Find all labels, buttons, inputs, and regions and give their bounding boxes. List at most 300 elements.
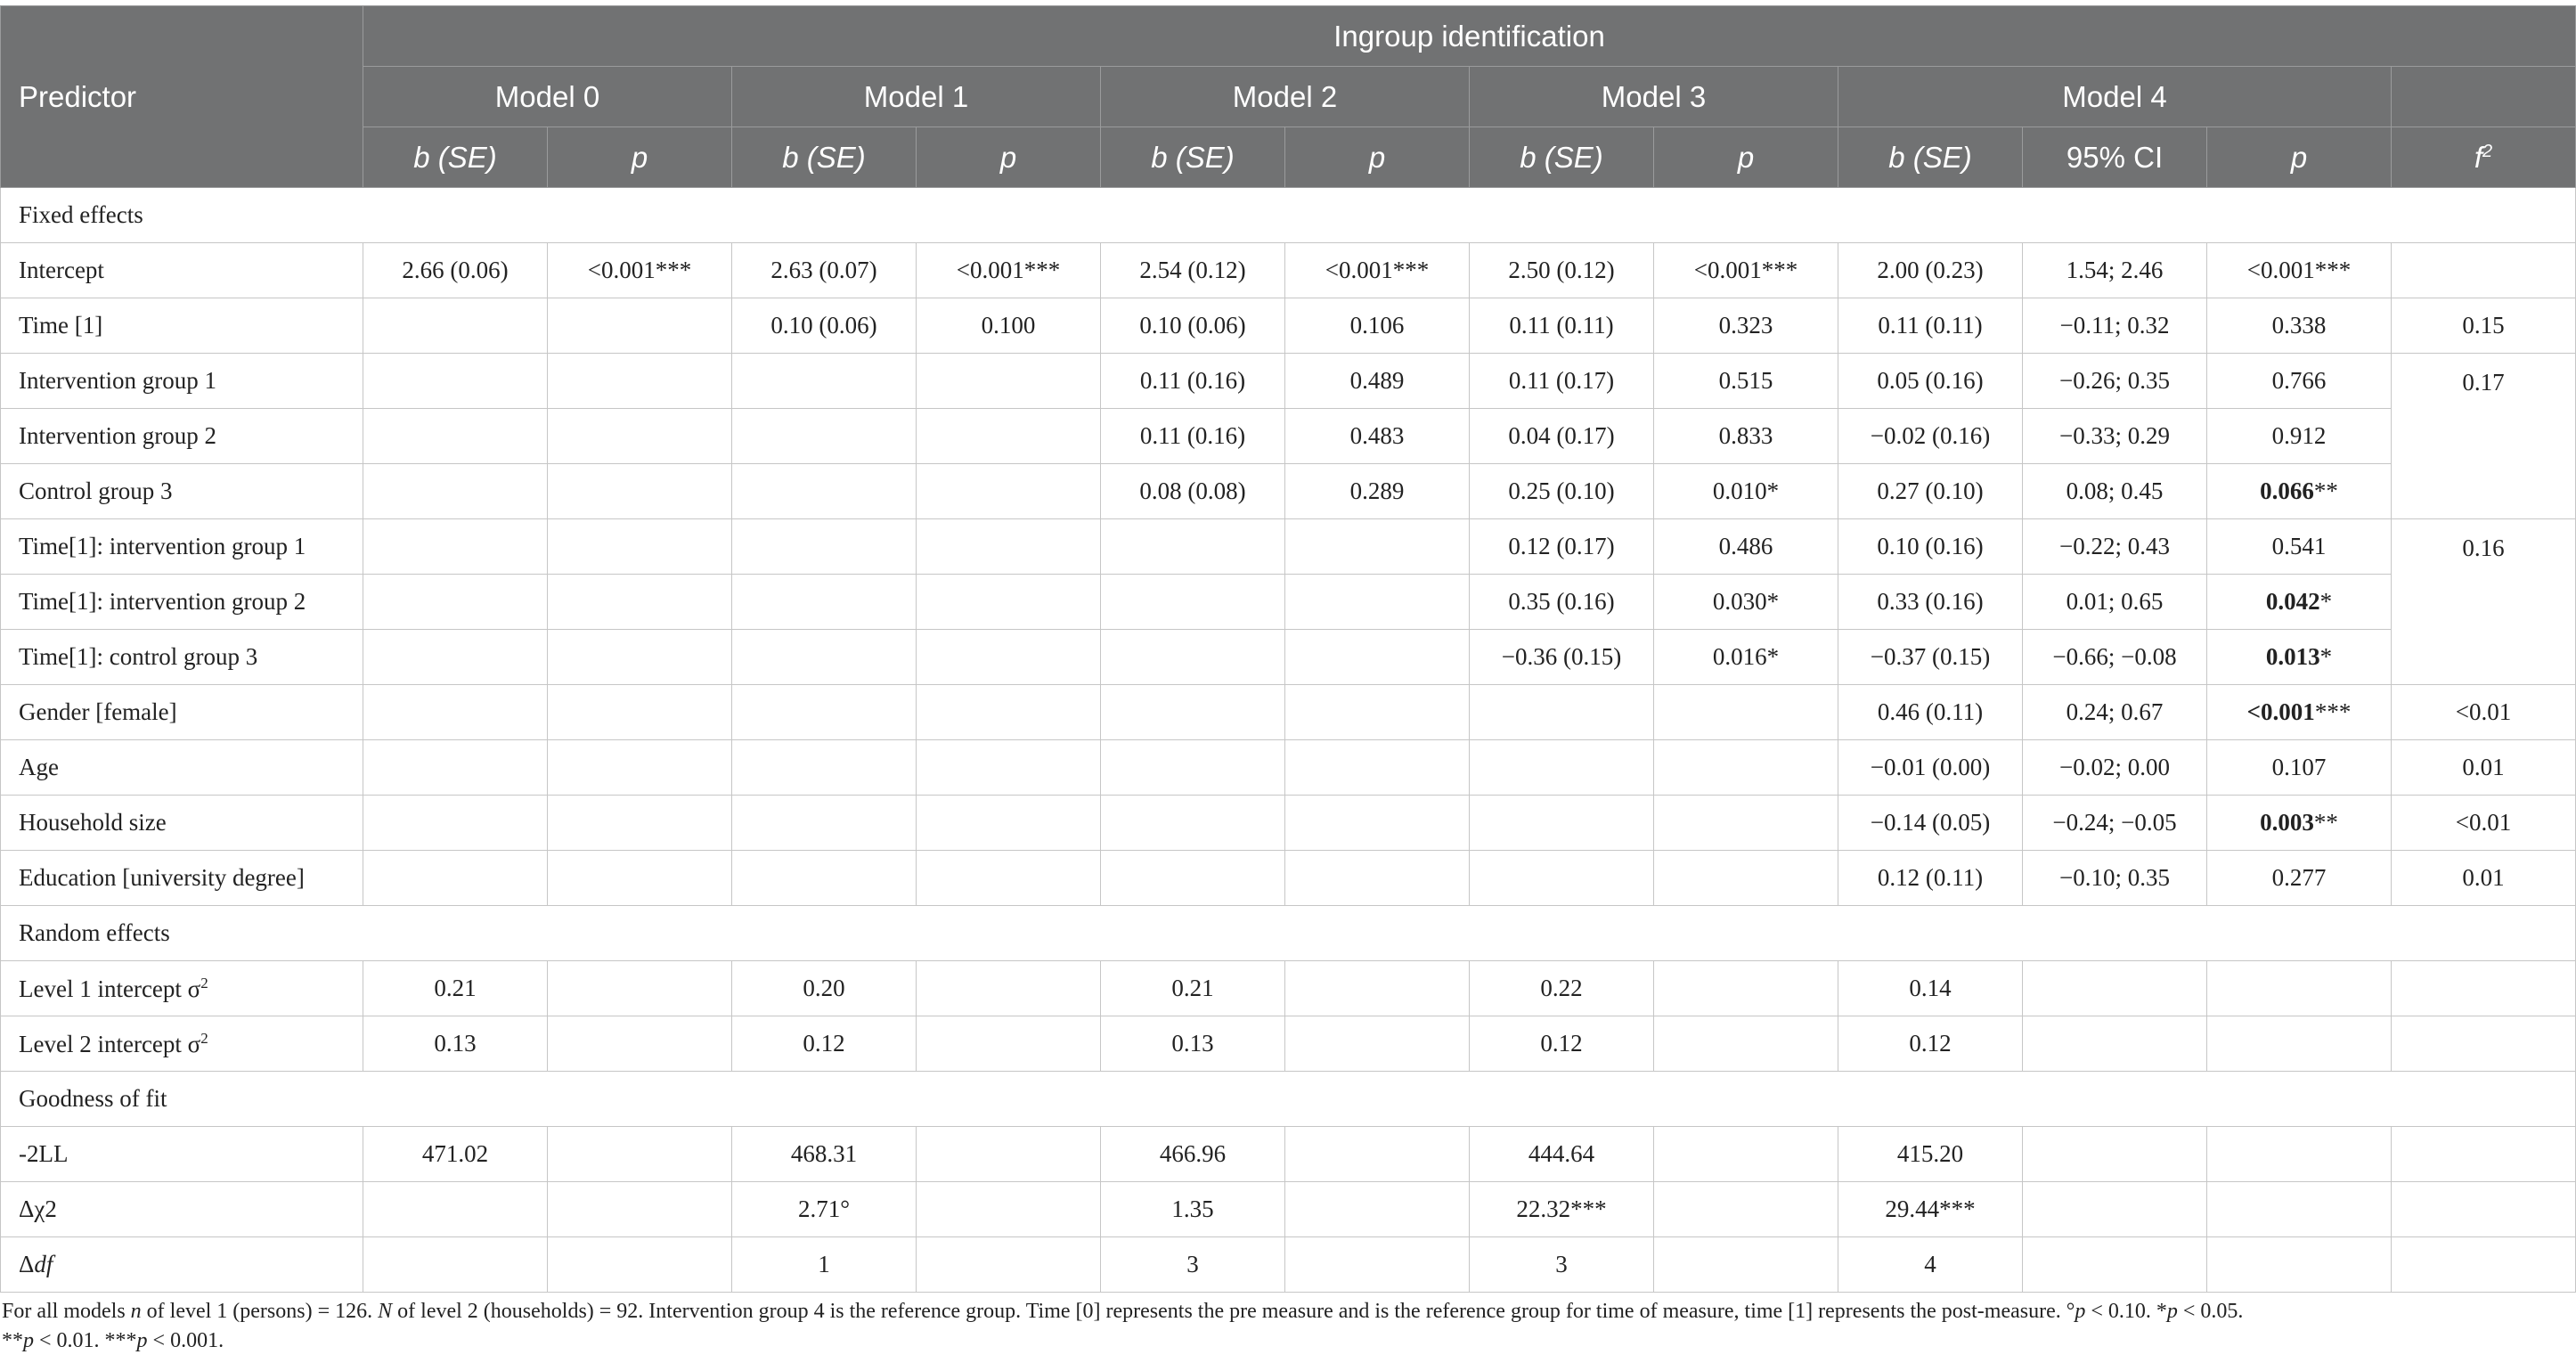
p-value: 0.912	[2271, 422, 2327, 449]
cell	[1101, 519, 1285, 575]
cell	[2392, 961, 2576, 1016]
cell	[1654, 685, 1838, 740]
cell: 0.20	[732, 961, 917, 1016]
cell	[1285, 575, 1470, 630]
cell: 0.13	[1101, 1016, 1285, 1072]
ingroup-identification-header: Ingroup identification	[363, 6, 2576, 67]
cell	[1285, 1127, 1470, 1182]
cell: −0.66; −0.08	[2023, 630, 2207, 685]
note-text: < 0.001.	[147, 1329, 224, 1352]
note-italic: p	[2075, 1300, 2086, 1323]
cell: 3	[1470, 1237, 1654, 1293]
predictor-header: Predictor	[1, 6, 363, 188]
note-italic: n	[130, 1300, 142, 1323]
cell	[1101, 851, 1285, 906]
cell: 0.22	[1470, 961, 1654, 1016]
cell: 0.11 (0.16)	[1101, 409, 1285, 464]
cell	[732, 685, 917, 740]
cell	[2207, 243, 2392, 298]
random-effects-heading: Random effects	[1, 906, 2576, 961]
cell	[1470, 740, 1654, 796]
cell: 0.12 (0.11)	[1838, 851, 2023, 906]
cell	[2207, 796, 2392, 851]
cell: −0.02; 0.00	[2023, 740, 2207, 796]
cell	[2023, 1237, 2207, 1293]
m1-bse-header: b (SE)	[732, 127, 917, 188]
cell	[548, 796, 732, 851]
cell	[363, 575, 548, 630]
cell	[1285, 1016, 1470, 1072]
cell	[917, 1016, 1101, 1072]
cell	[548, 630, 732, 685]
cell: 3	[1101, 1237, 1285, 1293]
row-label: -2LL	[1, 1127, 363, 1182]
cell	[732, 796, 917, 851]
cell	[1654, 740, 1838, 796]
m1-p-header: p	[917, 127, 1101, 188]
cell: 0.11 (0.11)	[1470, 298, 1654, 354]
cell: 0.489	[1285, 354, 1470, 409]
p-value: 0.766	[2271, 367, 2327, 394]
p-stars: *	[2319, 643, 2333, 670]
cell	[917, 464, 1101, 519]
cell	[363, 409, 548, 464]
table-footnote	[2, 1297, 2567, 1356]
cell	[548, 685, 732, 740]
cell	[732, 630, 917, 685]
p-value-bold: 0.003	[2260, 809, 2314, 836]
note-text: For all models	[2, 1300, 131, 1323]
section-row	[1, 1072, 2576, 1127]
cell	[548, 1127, 732, 1182]
cell	[2207, 409, 2392, 464]
row-label: Intervention group 1	[1, 354, 363, 409]
row-label-italic: df	[34, 1251, 53, 1277]
cell: 0.05 (0.16)	[1838, 354, 2023, 409]
cell: <0.001***	[1654, 243, 1838, 298]
p-value: 0.541	[2271, 533, 2327, 559]
fixed-effects-heading: Fixed effects	[1, 188, 2576, 243]
row-label: Δχ2	[1, 1182, 363, 1237]
cell	[1654, 961, 1838, 1016]
note-text: of level 1 (persons) = 126.	[141, 1300, 379, 1323]
cell: 0.486	[1654, 519, 1838, 575]
p-stars: ***	[2314, 698, 2352, 725]
table-row	[1, 1237, 2576, 1293]
cell	[548, 961, 732, 1016]
cell: 0.010*	[1654, 464, 1838, 519]
cell	[2392, 1127, 2576, 1182]
cell	[732, 409, 917, 464]
cell: 2.71°	[732, 1182, 917, 1237]
cell	[1654, 851, 1838, 906]
row-label	[1, 1016, 363, 1072]
table-row	[1, 1016, 2576, 1072]
m3-p-header: p	[1654, 127, 1838, 188]
cell: 0.515	[1654, 354, 1838, 409]
cell	[363, 740, 548, 796]
table-row	[1, 243, 2576, 298]
note-italic: N	[378, 1300, 393, 1323]
table-row	[1, 519, 2576, 575]
cell: 0.24; 0.67	[2023, 685, 2207, 740]
cell: 0.13	[363, 1016, 548, 1072]
cell	[2207, 1016, 2392, 1072]
cell	[917, 740, 1101, 796]
cell	[548, 575, 732, 630]
cell: 0.27 (0.10)	[1838, 464, 2023, 519]
cell: 0.106	[1285, 298, 1470, 354]
cell: 471.02	[363, 1127, 548, 1182]
f2-cell: 0.01	[2392, 740, 2576, 796]
cell	[2207, 519, 2392, 575]
cell: 444.64	[1470, 1127, 1654, 1182]
cell	[732, 740, 917, 796]
cell	[2023, 1182, 2207, 1237]
m2-p-header: p	[1285, 127, 1470, 188]
cell: 4	[1838, 1237, 2023, 1293]
note-italic: p	[2166, 1300, 2178, 1323]
cell: −0.33; 0.29	[2023, 409, 2207, 464]
cell: 0.12	[732, 1016, 917, 1072]
cell	[363, 464, 548, 519]
cell: −0.26; 0.35	[2023, 354, 2207, 409]
cell	[2207, 685, 2392, 740]
row-label: Household size	[1, 796, 363, 851]
cell	[548, 464, 732, 519]
cell: −0.01 (0.00)	[1838, 740, 2023, 796]
cell	[363, 796, 548, 851]
row-label-text: Level 1 intercept σ	[19, 975, 201, 1002]
row-label-text: Level 2 intercept σ	[19, 1030, 201, 1057]
empty-header-cell	[2392, 67, 2576, 127]
cell: 0.08 (0.08)	[1101, 464, 1285, 519]
f2-base: f	[2474, 140, 2483, 174]
cell	[548, 1016, 732, 1072]
cell: 0.030*	[1654, 575, 1838, 630]
cell	[1654, 1237, 1838, 1293]
cell: 1.35	[1101, 1182, 1285, 1237]
cell	[548, 740, 732, 796]
cell	[2392, 1182, 2576, 1237]
p-value-bold: 0.013	[2265, 643, 2320, 670]
cell	[548, 519, 732, 575]
cell	[732, 851, 917, 906]
cell: −0.36 (0.15)	[1470, 630, 1654, 685]
note-text: < 0.05.	[2177, 1300, 2244, 1323]
cell	[1285, 961, 1470, 1016]
cell	[363, 298, 548, 354]
cell: 0.46 (0.11)	[1838, 685, 2023, 740]
cell: −0.02 (0.16)	[1838, 409, 2023, 464]
cell	[363, 1182, 548, 1237]
cell: 0.12	[1838, 1016, 2023, 1072]
f2-cell	[2392, 243, 2576, 298]
cell	[363, 519, 548, 575]
cell: 0.14	[1838, 961, 2023, 1016]
cell	[1470, 851, 1654, 906]
cell	[2392, 1237, 2576, 1293]
cell: 0.12 (0.17)	[1470, 519, 1654, 575]
cell	[1285, 851, 1470, 906]
p-value: <0.001***	[2246, 257, 2352, 283]
cell	[363, 630, 548, 685]
cell	[917, 961, 1101, 1016]
cell: −0.22; 0.43	[2023, 519, 2207, 575]
cell: <0.001***	[548, 243, 732, 298]
cell: −0.11; 0.32	[2023, 298, 2207, 354]
f2-cell: 0.01	[2392, 851, 2576, 906]
f2-cell: 0.16	[2392, 519, 2576, 685]
f2-sup: 2	[2482, 141, 2493, 161]
cell: 0.25 (0.10)	[1470, 464, 1654, 519]
cell: 0.04 (0.17)	[1470, 409, 1654, 464]
p-value-bold: 0.066	[2260, 477, 2314, 504]
row-label: Control group 3	[1, 464, 363, 519]
cell	[2207, 1182, 2392, 1237]
cell: 0.12	[1470, 1016, 1654, 1072]
row-label: Age	[1, 740, 363, 796]
section-row	[1, 188, 2576, 243]
m3-bse-header: b (SE)	[1470, 127, 1654, 188]
cell	[1654, 1182, 1838, 1237]
cell: 2.50 (0.12)	[1470, 243, 1654, 298]
cell	[917, 519, 1101, 575]
f2-header	[2392, 127, 2576, 188]
cell	[363, 685, 548, 740]
cell: 415.20	[1838, 1127, 2023, 1182]
cell: 0.21	[1101, 961, 1285, 1016]
cell: 22.32***	[1470, 1182, 1654, 1237]
cell	[548, 1182, 732, 1237]
cell	[917, 1127, 1101, 1182]
model-1-header: Model 1	[732, 67, 1101, 127]
cell	[363, 851, 548, 906]
cell	[917, 1182, 1101, 1237]
p-value: 0.107	[2271, 754, 2327, 780]
cell: 0.10 (0.06)	[732, 298, 917, 354]
p-value-bold: <0.001	[2246, 698, 2315, 725]
m4-bse-header: b (SE)	[1838, 127, 2023, 188]
cell: 0.11 (0.11)	[1838, 298, 2023, 354]
table-row	[1, 1127, 2576, 1182]
cell: 0.01; 0.65	[2023, 575, 2207, 630]
cell: 0.323	[1654, 298, 1838, 354]
cell	[2023, 1127, 2207, 1182]
table-header	[1, 6, 2576, 188]
cell	[1654, 1127, 1838, 1182]
section-row	[1, 906, 2576, 961]
cell: −0.37 (0.15)	[1838, 630, 2023, 685]
cell	[2207, 630, 2392, 685]
cell	[732, 354, 917, 409]
p-stars: **	[2313, 477, 2338, 504]
table-row	[1, 851, 2576, 906]
model-0-header: Model 0	[363, 67, 732, 127]
cell: 1.54; 2.46	[2023, 243, 2207, 298]
table-row	[1, 1182, 2576, 1237]
cell	[1285, 630, 1470, 685]
note-text: **	[2, 1329, 23, 1352]
cell: 0.33 (0.16)	[1838, 575, 2023, 630]
cell	[1101, 630, 1285, 685]
note-text: of level 2 (households) = 92. Intervention group 4 is the reference group. Time [0] represents the pre measure and is the reference group for time of measure, time [1] represents the post-measure. °	[392, 1300, 2075, 1323]
cell: 2.54 (0.12)	[1101, 243, 1285, 298]
note-italic: p	[23, 1329, 34, 1352]
cell	[917, 1237, 1101, 1293]
cell: <0.001***	[917, 243, 1101, 298]
p-value-bold: 0.042	[2265, 588, 2320, 615]
cell	[2207, 1237, 2392, 1293]
cell	[548, 1237, 732, 1293]
row-label-sup: 2	[200, 974, 208, 992]
cell: 0.833	[1654, 409, 1838, 464]
row-label	[1, 1237, 363, 1293]
table-row	[1, 961, 2576, 1016]
cell: 0.289	[1285, 464, 1470, 519]
row-label: Intercept	[1, 243, 363, 298]
cell	[1285, 685, 1470, 740]
row-label: Intervention group 2	[1, 409, 363, 464]
f2-cell: <0.01	[2392, 796, 2576, 851]
table-row	[1, 575, 2576, 630]
table-row	[1, 685, 2576, 740]
m4-ci-header: 95% CI	[2023, 127, 2207, 188]
cell	[2207, 961, 2392, 1016]
cell	[2207, 740, 2392, 796]
p-stars: **	[2313, 809, 2338, 836]
cell	[2207, 1127, 2392, 1182]
cell	[2207, 851, 2392, 906]
cell	[1654, 796, 1838, 851]
cell: 0.100	[917, 298, 1101, 354]
cell	[363, 1237, 548, 1293]
f2-cell: <0.01	[2392, 685, 2576, 740]
table-row	[1, 354, 2576, 409]
cell	[1285, 1182, 1470, 1237]
cell: 29.44***	[1838, 1182, 2023, 1237]
cell	[1654, 1016, 1838, 1072]
cell	[917, 685, 1101, 740]
cell	[732, 464, 917, 519]
cell: 0.11 (0.17)	[1470, 354, 1654, 409]
cell	[2207, 575, 2392, 630]
cell: 0.10 (0.16)	[1838, 519, 2023, 575]
cell	[548, 851, 732, 906]
row-label: Gender [female]	[1, 685, 363, 740]
cell: 1	[732, 1237, 917, 1293]
table-row	[1, 409, 2576, 464]
cell	[2207, 354, 2392, 409]
goodness-of-fit-heading: Goodness of fit	[1, 1072, 2576, 1127]
cell	[363, 354, 548, 409]
cell: 0.11 (0.16)	[1101, 354, 1285, 409]
row-label-prefix: Δ	[19, 1251, 35, 1277]
cell: 0.10 (0.06)	[1101, 298, 1285, 354]
cell	[2207, 298, 2392, 354]
cell: 2.66 (0.06)	[363, 243, 548, 298]
m0-bse-header: b (SE)	[363, 127, 548, 188]
cell	[1285, 519, 1470, 575]
cell	[2023, 1016, 2207, 1072]
model-4-header: Model 4	[1838, 67, 2392, 127]
table-body	[1, 188, 2576, 1293]
cell	[1470, 796, 1654, 851]
cell: 0.016*	[1654, 630, 1838, 685]
cell	[1285, 1237, 1470, 1293]
model-2-header: Model 2	[1101, 67, 1470, 127]
cell: −0.14 (0.05)	[1838, 796, 2023, 851]
table-row	[1, 740, 2576, 796]
cell: 468.31	[732, 1127, 917, 1182]
m2-bse-header: b (SE)	[1101, 127, 1285, 188]
cell: 0.483	[1285, 409, 1470, 464]
cell: <0.001***	[1285, 243, 1470, 298]
note-italic: p	[136, 1329, 148, 1352]
row-label: Education [university degree]	[1, 851, 363, 906]
cell: −0.24; −0.05	[2023, 796, 2207, 851]
cell: 466.96	[1101, 1127, 1285, 1182]
row-label-sup: 2	[200, 1029, 208, 1047]
row-label: Time[1]: intervention group 2	[1, 575, 363, 630]
cell	[2207, 464, 2392, 519]
cell	[917, 851, 1101, 906]
cell: 2.00 (0.23)	[1838, 243, 2023, 298]
cell	[1101, 575, 1285, 630]
cell	[2023, 961, 2207, 1016]
table-row	[1, 796, 2576, 851]
cell	[1285, 740, 1470, 796]
cell	[548, 298, 732, 354]
row-label	[1, 961, 363, 1016]
cell: 2.63 (0.07)	[732, 243, 917, 298]
cell	[917, 575, 1101, 630]
p-value: 0.338	[2271, 312, 2327, 339]
regression-table	[0, 5, 2576, 1293]
m0-p-header: p	[548, 127, 732, 188]
table-row	[1, 630, 2576, 685]
cell	[2392, 1016, 2576, 1072]
cell	[1285, 796, 1470, 851]
cell	[732, 575, 917, 630]
table-row	[1, 464, 2576, 519]
cell	[1470, 685, 1654, 740]
cell	[917, 409, 1101, 464]
cell: 0.21	[363, 961, 548, 1016]
p-stars: *	[2319, 588, 2333, 615]
cell	[917, 630, 1101, 685]
cell	[548, 409, 732, 464]
cell	[1101, 796, 1285, 851]
note-text: < 0.01. ***	[34, 1329, 137, 1352]
cell	[917, 796, 1101, 851]
p-value: 0.277	[2271, 864, 2327, 891]
cell	[732, 519, 917, 575]
note-text: < 0.10. *	[2085, 1300, 2167, 1323]
model-3-header: Model 3	[1470, 67, 1838, 127]
cell	[548, 354, 732, 409]
cell	[1101, 685, 1285, 740]
cell: 0.08; 0.45	[2023, 464, 2207, 519]
m4-p-header: p	[2207, 127, 2392, 188]
row-label: Time[1]: control group 3	[1, 630, 363, 685]
cell	[1101, 740, 1285, 796]
f2-cell: 0.15	[2392, 298, 2576, 354]
row-label: Time [1]	[1, 298, 363, 354]
cell: 0.35 (0.16)	[1470, 575, 1654, 630]
cell	[917, 354, 1101, 409]
cell: −0.10; 0.35	[2023, 851, 2207, 906]
